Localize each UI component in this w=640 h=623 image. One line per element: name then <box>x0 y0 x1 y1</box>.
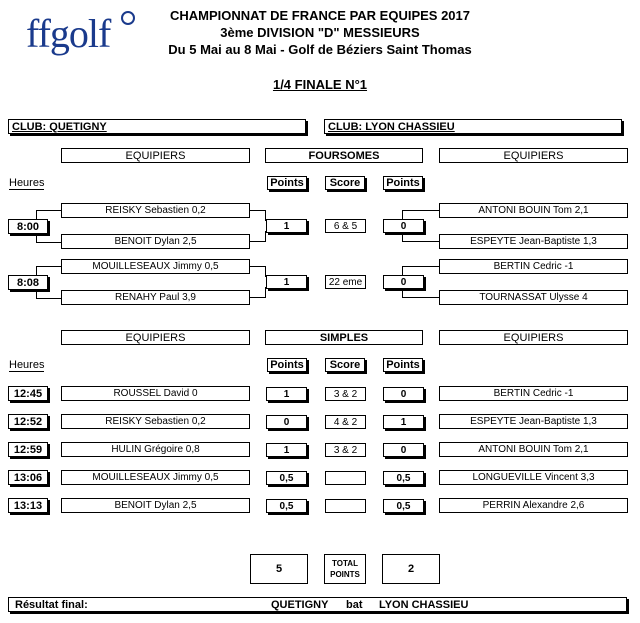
simple-3-score: 3 & 2 <box>325 443 366 457</box>
simple-1-right-points: 0 <box>383 387 424 401</box>
simple-2-right-player: ESPEYTE Jean-Baptiste 1,3 <box>439 414 628 429</box>
simple-3-left-player: HULIN Grégoire 0,8 <box>61 442 250 457</box>
result-loser: LYON CHASSIEU <box>379 598 469 611</box>
score-header-1: Score <box>325 176 365 190</box>
foursome-2-right-player-1: BERTIN Cedric -1 <box>439 259 628 274</box>
total-label <box>324 554 366 584</box>
club-right <box>324 119 622 134</box>
foursome-1-right-player-1: ANTONI BOUIN Tom 2,1 <box>439 203 628 218</box>
equipiers-left-header-2: EQUIPIERS <box>61 330 250 345</box>
total-label-line-1: TOTAL <box>332 559 358 568</box>
total-left: 5 <box>250 554 308 584</box>
simple-1-time: 12:45 <box>8 386 48 401</box>
title-line-2: 3ème DIVISION "D" MESSIEURS <box>220 25 420 40</box>
simple-5-right-player: PERRIN Alexandre 2,6 <box>439 498 628 513</box>
simples-header: SIMPLES <box>265 330 423 345</box>
foursome-2-time: 8:08 <box>8 275 48 290</box>
total-label-line-2: POINTS <box>330 570 360 579</box>
foursomes-header: FOURSOMES <box>265 148 423 163</box>
foursome-1-right-points: 0 <box>383 219 424 233</box>
simple-5-left-points: 0,5 <box>266 499 307 513</box>
round-title: 1/4 FINALE N°1 <box>272 77 368 92</box>
simple-2-time: 12:52 <box>8 414 48 429</box>
simple-4-score <box>325 471 366 485</box>
foursome-2-left-player-2: RENAHY Paul 3,9 <box>61 290 250 305</box>
simple-4-time: 13:06 <box>8 470 48 485</box>
foursome-1-time: 8:00 <box>8 219 48 234</box>
foursome-2-left-player-1: MOUILLESEAUX Jimmy 0,5 <box>61 259 250 274</box>
simple-5-right-points: 0,5 <box>383 499 424 513</box>
simple-4-right-points: 0,5 <box>383 471 424 485</box>
foursome-1-right-player-2: ESPEYTE Jean-Baptiste 1,3 <box>439 234 628 249</box>
foursome-1-left-player-1: REISKY Sebastien 0,2 <box>61 203 250 218</box>
simple-4-right-player: LONGUEVILLE Vincent 3,3 <box>439 470 628 485</box>
simple-2-left-points: 0 <box>266 415 307 429</box>
simple-3-right-player: ANTONI BOUIN Tom 2,1 <box>439 442 628 457</box>
foursome-1-left-player-2: BENOIT Dylan 2,5 <box>61 234 250 249</box>
simple-5-time: 13:13 <box>8 498 48 513</box>
foursome-1-left-points: 1 <box>266 219 307 233</box>
foursome-2-right-points: 0 <box>383 275 424 289</box>
heures-label-1: Heures <box>9 177 45 189</box>
result-label: Résultat final: <box>15 598 88 611</box>
simple-5-left-player: BENOIT Dylan 2,5 <box>61 498 250 513</box>
foursome-2-right-player-2: TOURNASSAT Ulysse 4 <box>439 290 628 305</box>
simple-3-time: 12:59 <box>8 442 48 457</box>
simple-4-left-points: 0,5 <box>266 471 307 485</box>
simple-5-score <box>325 499 366 513</box>
points-header-left-1: Points <box>267 176 307 190</box>
simple-1-left-player: ROUSSEL David 0 <box>61 386 250 401</box>
logo-text: ffgolf <box>26 11 111 56</box>
result-winner: QUETIGNY <box>271 598 329 611</box>
simple-3-left-points: 1 <box>266 443 307 457</box>
simple-3-right-points: 0 <box>383 443 424 457</box>
simple-4-left-player: MOUILLESEAUX Jimmy 0,5 <box>61 470 250 485</box>
club-left-label: CLUB: QUETIGNY <box>12 120 107 133</box>
equipiers-right-header-1: EQUIPIERS <box>439 148 628 163</box>
points-header-right-2: Points <box>383 358 423 372</box>
title-line-1: CHAMPIONNAT DE FRANCE PAR EQUIPES 2017 <box>169 8 470 23</box>
foursome-1-score: 6 & 5 <box>325 219 366 233</box>
foursome-2-score: 22 eme <box>325 275 366 289</box>
total-right: 2 <box>382 554 440 584</box>
points-header-left-2: Points <box>267 358 307 372</box>
points-header-right-1: Points <box>383 176 423 190</box>
simple-2-score: 4 & 2 <box>325 415 366 429</box>
result-bar <box>8 597 627 612</box>
simple-1-right-player: BERTIN Cedric -1 <box>439 386 628 401</box>
heures-label-2: Heures <box>9 359 45 371</box>
simple-1-score: 3 & 2 <box>325 387 366 401</box>
foursome-2-left-points: 1 <box>266 275 307 289</box>
simple-1-left-points: 1 <box>266 387 307 401</box>
result-verb: bat <box>346 598 363 611</box>
equipiers-right-header-2: EQUIPIERS <box>439 330 628 345</box>
club-left <box>8 119 306 134</box>
title-line-3: Du 5 Mai au 8 Mai - Golf de Béziers Saint Thomas <box>168 42 472 57</box>
club-right-label: CLUB: LYON CHASSIEU <box>328 120 455 133</box>
simple-2-left-player: REISKY Sebastien 0,2 <box>61 414 250 429</box>
equipiers-left-header-1: EQUIPIERS <box>61 148 250 163</box>
score-header-2: Score <box>325 358 365 372</box>
simple-2-right-points: 1 <box>383 415 424 429</box>
